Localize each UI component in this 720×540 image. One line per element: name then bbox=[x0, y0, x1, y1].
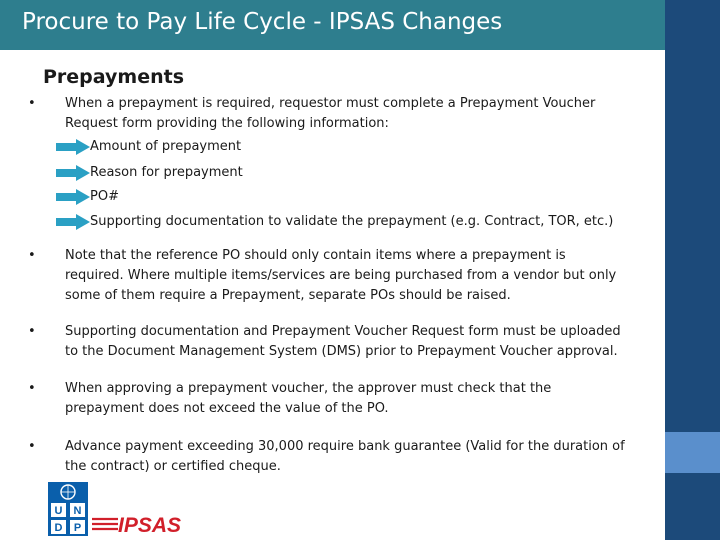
undp-letter-d: D bbox=[54, 522, 63, 534]
page-title: Procure to Pay Life Cycle - IPSAS Changes bbox=[22, 9, 503, 35]
bullet-item bbox=[28, 246, 628, 306]
bullet-item bbox=[28, 379, 628, 419]
right-arrow-icon bbox=[56, 139, 90, 155]
right-arrow-icon bbox=[56, 189, 90, 205]
sidebar-accent-block bbox=[665, 432, 720, 473]
bullet-text: When approving a prepayment voucher, the approver must check that the prepayment does not exceed the value of the PO. bbox=[65, 381, 552, 416]
bullet-item bbox=[28, 94, 628, 134]
bullet-item bbox=[28, 322, 628, 362]
bullet-text: Advance payment exceeding 30,000 require bank guarantee (Valid for the duration of the contract) or certified cheque. bbox=[65, 439, 625, 474]
sub-item-text: Reason for prepayment bbox=[90, 165, 243, 180]
sub-item-text: PO# bbox=[90, 189, 119, 204]
undp-letter-u: U bbox=[54, 505, 63, 517]
bullet-dot-icon: • bbox=[28, 248, 36, 263]
bullet-dot-icon: • bbox=[28, 96, 36, 111]
title-bar bbox=[0, 0, 665, 50]
ipsas-logo bbox=[92, 510, 182, 537]
undp-letter-n: N bbox=[73, 505, 82, 517]
right-sidebar bbox=[665, 0, 720, 540]
bullet-dot-icon: • bbox=[28, 439, 36, 454]
right-arrow-icon bbox=[56, 214, 90, 230]
sub-item-text: Amount of prepayment bbox=[90, 139, 242, 154]
bullet-dot-icon: • bbox=[28, 381, 36, 396]
sub-item-text: Supporting documentation to validate the prepayment (e.g. Contract, TOR, etc.) bbox=[90, 214, 614, 229]
bullet-text: When a prepayment is required, requestor must complete a Prepayment Voucher Request form providing the following information: bbox=[65, 96, 596, 131]
right-arrow-icon bbox=[56, 165, 90, 181]
ipsas-logo-text: IPSAS bbox=[118, 514, 182, 537]
undp-letter-p: P bbox=[73, 522, 82, 534]
bullet-text: Supporting documentation and Prepayment Voucher Request form must be uploaded to the Document Management System (DMS) prior to Prepayment Voucher approval. bbox=[65, 324, 621, 359]
bullet-text: Note that the reference PO should only contain items where a prepayment is required. Where multiple items/services are being purchased from a vendor but only some of them require a Prepayment, separate POs should be raised. bbox=[65, 248, 617, 303]
undp-logo bbox=[48, 482, 88, 536]
section-heading: Prepayments bbox=[43, 66, 185, 88]
bullet-item bbox=[28, 437, 628, 477]
bullet-dot-icon: • bbox=[28, 324, 36, 339]
